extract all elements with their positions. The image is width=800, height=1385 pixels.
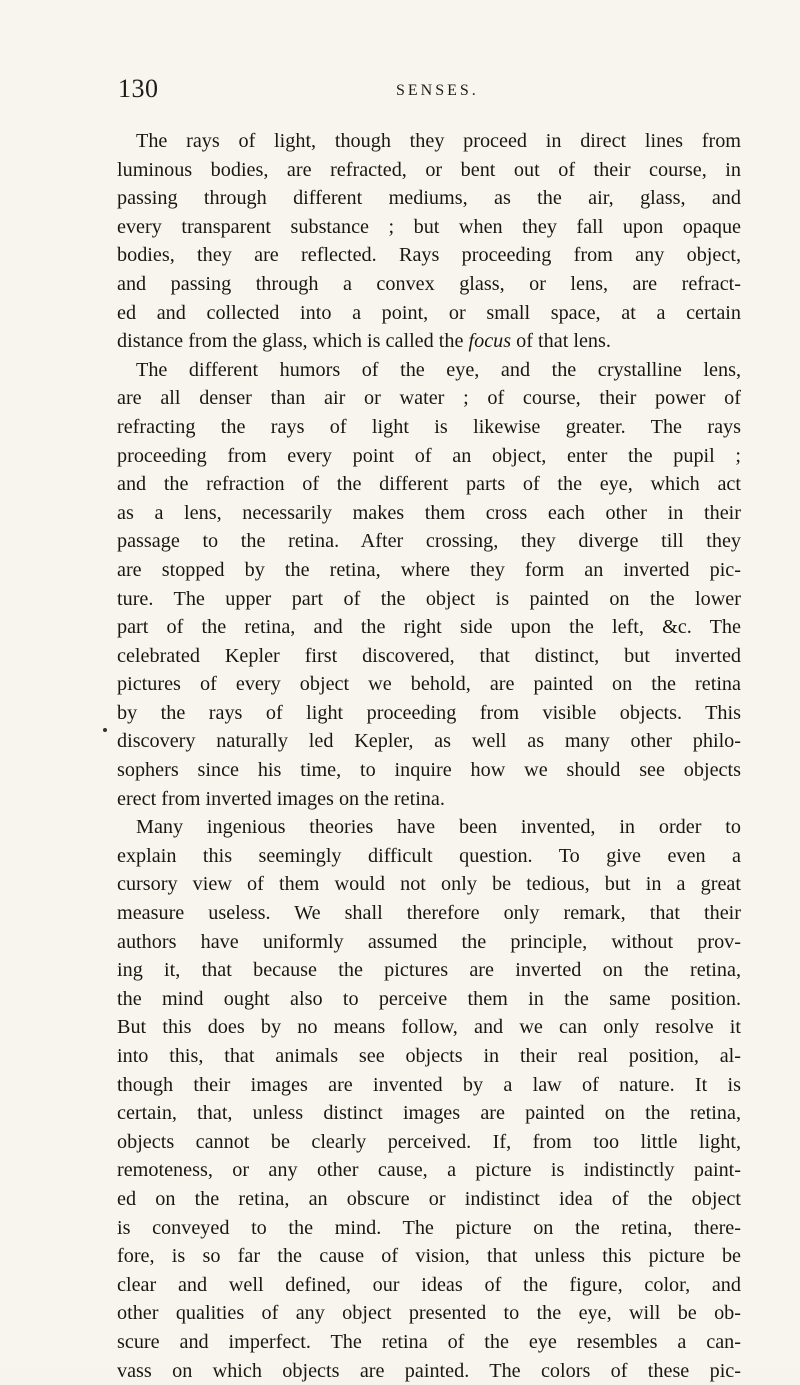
text-line-23: sophers since his time, to inquire how we should see objects [117,759,741,782]
text-line-22: discovery naturally led Kepler, as well as many other philo- [117,730,741,753]
text-line-41: clear and well defined, our ideas of the figure, color, and [117,1273,741,1296]
body-text [117,127,741,1385]
text-line-44: vass on which objects are painted. The colors of these pic- [117,1359,741,1382]
text-line-20: pictures of every object we behold, are painted on the retina [117,673,741,696]
text-line-30: ing it, that because the pictures are inverted on the retina, [117,959,741,982]
text-line-17: ture. The upper part of the object is painted on the lower [117,587,741,610]
text-line-28: measure useless. We shall therefore only remark, that their [117,902,741,925]
text-line-32: But this does by no means follow, and we can only resolve it [117,1016,741,1039]
text-line-26: explain this seemingly difficult question. To give even a [117,844,741,867]
text-line-36: objects cannot be clearly perceived. If, from too little light, [117,1130,741,1153]
text-line-1: The rays of light, though they proceed in direct lines from [136,130,741,152]
text-line-31: the mind ought also to perceive them in the same position. [117,987,741,1010]
text-line-2: luminous bodies, are refracted, or bent out of their course, in [117,158,741,181]
text-line-6: and passing through a convex glass, or lens, are refract- [117,272,741,295]
text-line-42: other qualities of any object presented to the eye, will be ob- [117,1302,741,1325]
page-number: 130 [118,74,159,103]
text-line-7: ed and collected into a point, or small space, at a certain [117,301,741,324]
text-line-43: scure and imperfect. The retina of the eye resembles a can- [117,1330,741,1353]
text-line-19: celebrated Kepler first discovered, that distinct, but inverted [117,644,741,667]
text-line-14: as a lens, necessarily makes them cross each other in their [117,501,741,524]
text-line-16: are stopped by the retina, where they form an inverted pic- [117,558,741,581]
text-line-38: ed on the retina, an obscure or indistinct idea of the object [117,1187,741,1210]
text-line-12: proceeding from every point of an object, enter the pupil ; [117,444,741,467]
text-line-3: passing through different mediums, as the air, glass, and [117,187,741,210]
running-head: SENSES. [396,82,479,99]
focus-word: focus [468,330,512,353]
text-line-35: certain, that, unless distinct images are painted on the retina, [117,1102,741,1125]
text-line-33: into this, that animals see objects in their real position, al- [117,1045,741,1067]
text-line-29: authors have uniformly assumed the principle, without prov- [117,930,741,953]
text-line-21: by the rays of light proceeding from visible objects. This [117,701,741,724]
margin-mark [103,728,107,732]
text-line-40: fore, is so far the cause of vision, that unless this picture be [117,1245,741,1268]
page-header [118,74,738,108]
text-line-8 [117,327,741,356]
text-line-37: remoteness, or any other cause, a picture is indistinctly paint- [117,1159,741,1182]
text-line-27: cursory view of them would not only be tedious, but in a great [117,873,741,896]
text-line-15: passage to the retina. After crossing, they diverge till they [117,530,741,553]
text-line-25: Many ingenious theories have been invented, in order to [136,816,741,839]
text-line-34: though their images are invented by a law of nature. It is [117,1073,741,1096]
text-line-4: every transparent substance ; but when they fall upon opaque [117,215,741,238]
line-8-before: distance from the glass, which is called the [117,330,469,353]
line-8-after: of that lens. [511,330,611,353]
text-line-18: part of the retina, and the right side upon the left, &c. The [117,616,741,639]
text-line-24: erect from inverted images on the retina. [117,787,445,810]
text-line-10: are all denser than air or water ; of course, their power of [117,387,741,410]
text-line-11: refracting the rays of light is likewise greater. The rays [117,415,741,438]
text-line-9: The different humors of the eye, and the crystalline lens, [136,358,741,381]
text-line-5: bodies, they are reflected. Rays proceeding from any object, [117,244,741,267]
text-line-39: is conveyed to the mind. The picture on the retina, there- [117,1216,741,1239]
text-line-13: and the refraction of the different parts of the eye, which act [117,473,741,496]
